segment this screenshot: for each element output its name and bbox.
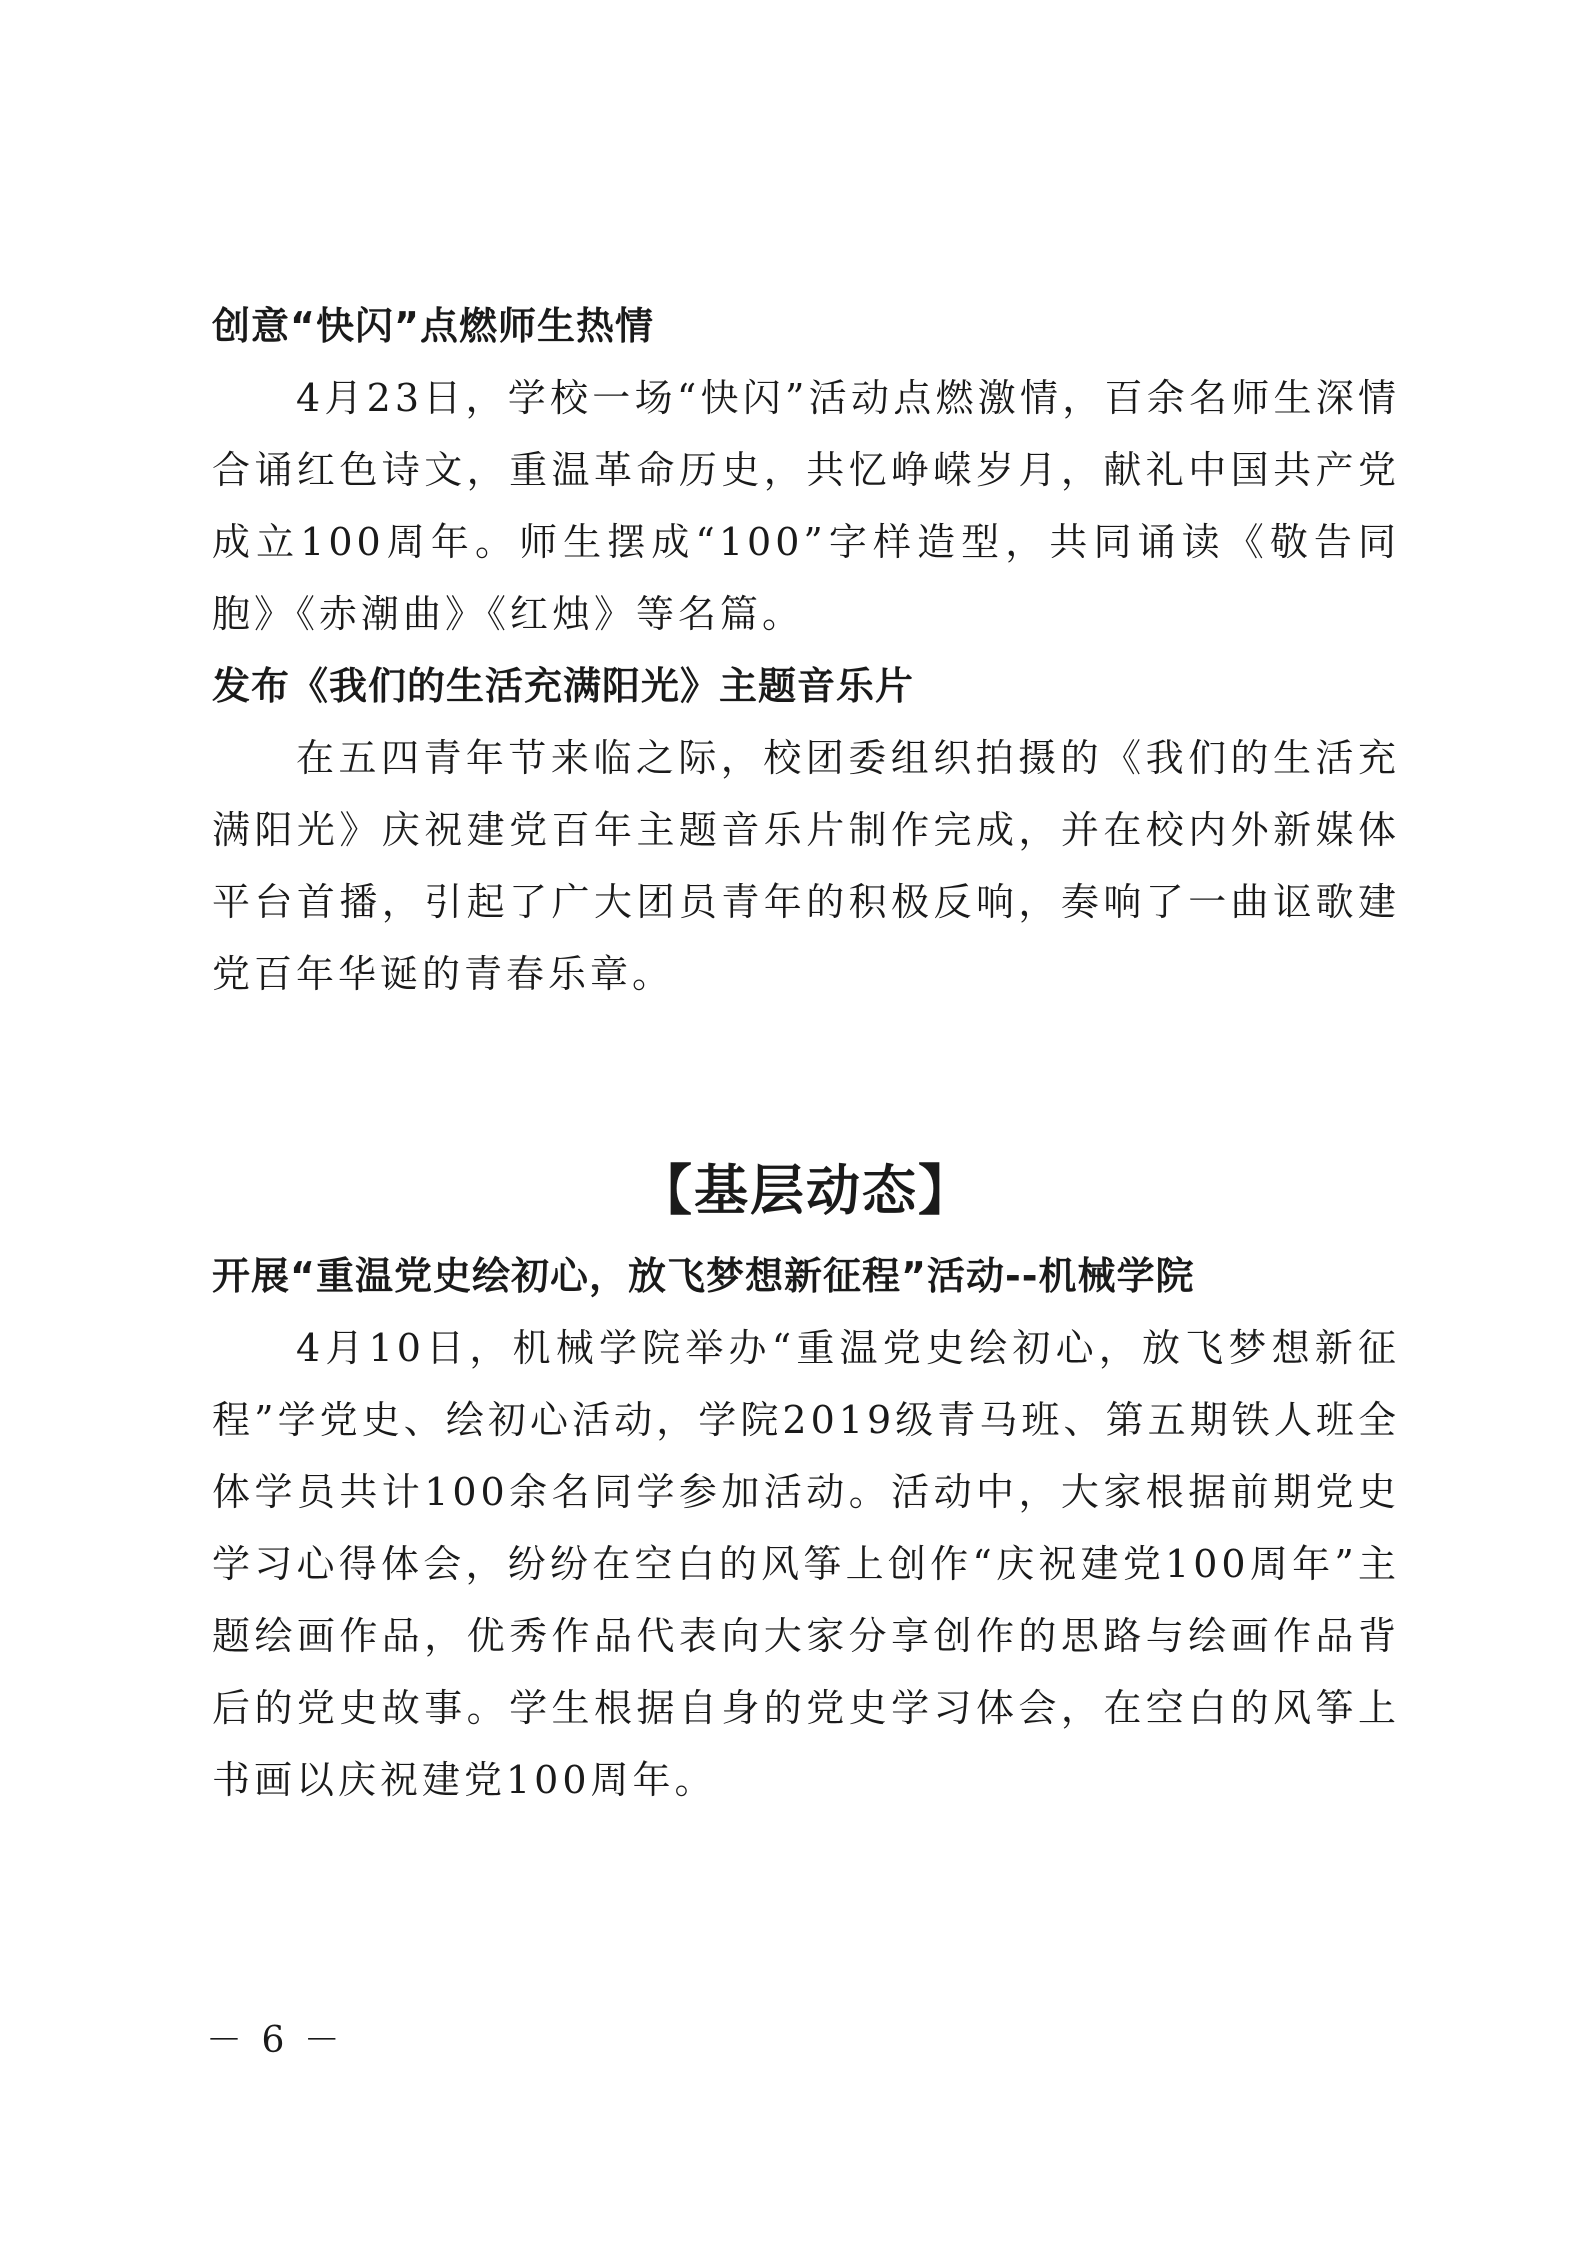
- article-paragraph: 在五四青年节来临之际，校团委组织拍摄的《我们的生活充满阳光》庆祝建党百年主题音乐片制作完成，并在校内外新媒体平台首播，引起了广大团员青年的积极反响，奏响了一曲讴歌建党百年华诞的青春乐章。: [212, 736, 1400, 996]
- article: [212, 290, 1400, 650]
- article-heading: 创意“快闪”点燃师生热情: [212, 304, 654, 348]
- page-number: － 6 －: [206, 2020, 344, 2061]
- article-paragraph: 4月23日，学校一场“快闪”活动点燃激情，百余名师生深情合诵红色诗文，重温革命历史，共忆峥嵘岁月，献礼中国共产党成立100周年。师生摆成“100”字样造型，共同诵读《敬告同胞》《赤潮曲》《红烛》等名篇。: [212, 376, 1400, 636]
- article-heading: 发布《我们的生活充满阳光》主题音乐片: [212, 664, 915, 708]
- article: [212, 1240, 1400, 1816]
- article-paragraph: 4月10日，机械学院举办“重温党史绘初心，放飞梦想新征程”学党史、绘初心活动，学院2019级青马班、第五期铁人班全体学员共计100余名同学参加活动。活动中，大家根据前期党史学习心得体会，纷纷在空白的风筝上创作“庆祝建党100周年”主题绘画作品，优秀作品代表向大家分享创作的思路与绘画作品背后的党史故事。学生根据自身的党史学习体会，在空白的风筝上书画以庆祝建党100周年。: [212, 1326, 1400, 1802]
- page-content: [212, 290, 1400, 1816]
- article: [212, 650, 1400, 1010]
- article-heading: 开展“重温党史绘初心，放飞梦想新征程”活动--机械学院: [212, 1254, 1195, 1298]
- section-title: 【基层动态】: [638, 1158, 974, 1222]
